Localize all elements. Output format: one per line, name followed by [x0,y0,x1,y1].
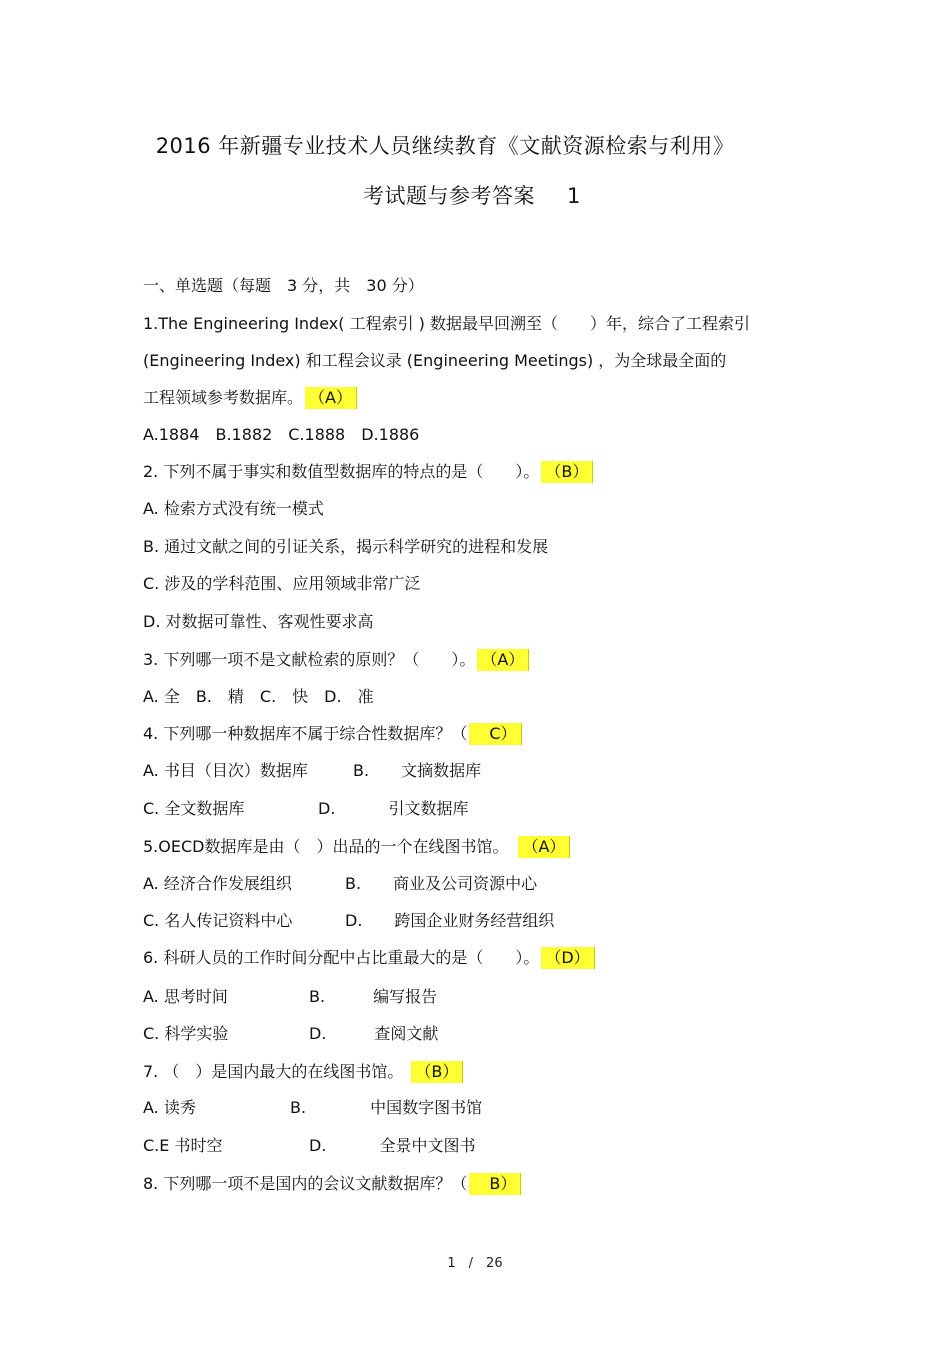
q8-answer-highlight: B） [469,1173,521,1195]
q5-option-d: D. 跨国企业财务经营组织 [345,911,555,930]
q5-answer-highlight: （A） [518,836,570,858]
q4-options-cd [143,798,469,820]
document-title: 2016 年新疆专业技术人员继续教育《文献资源检索与利用》 [155,134,735,158]
q2-option-c: C. 涉及的学科范围、应用领域非常广泛 [143,574,421,593]
q3-options: A. 全 B. 精 C. 快 D. 准 [143,687,374,706]
q7-option-b: B. 中国数字图书馆 [290,1098,483,1117]
q4-answer-highlight: C） [469,723,521,745]
q6-text: 6. 科研人员的工作时间分配中占比重最大的是（ ）。 [143,948,540,967]
q3-answer-highlight: （A） [477,649,529,671]
q4-text: 4. 下列哪一种数据库不属于综合性数据库？（ [143,724,468,743]
q7-text: 7. （ ）是国内最大的在线图书馆。 [143,1062,404,1081]
q6-option-d: D. 查阅文献 [309,1024,439,1043]
q7-options-ab [143,1097,482,1119]
q1-answer-highlight: （A） [305,387,357,409]
q6-options-cd [143,1023,438,1045]
q4-question [143,723,522,745]
page-number: 1 / 26 [447,1256,503,1271]
q1-text-line2: (Engineering Index) 和工程会议录 (Engineering Meetings) ，为全球最全面的 [143,351,727,370]
q6-question [143,947,595,969]
q3-question [143,649,529,671]
q7-option-a: A. 读秀 [143,1098,196,1117]
q6-option-b: B. 编写报告 [309,987,438,1006]
q4-options-ab [143,760,481,782]
q2-question [143,461,593,483]
q2-option-b: B. 通过文献之间的引证关系，揭示科学研究的进程和发展 [143,537,549,556]
subtitle-number: 1 [567,184,581,208]
q5-options-ab [143,873,537,895]
q2-option-d: D. 对数据可靠性、客观性要求高 [143,612,374,631]
q8-text: 8. 下列哪一项不是国内的会议文献数据库？（ [143,1174,468,1193]
q4-option-b: B. 文摘数据库 [353,761,482,780]
q1-text: 工程领域参考数据库。 [143,388,304,407]
q4-option-c: C. 全文数据库 [143,799,245,818]
q7-option-d: D. 全景中文图书 [309,1136,476,1155]
q2-answer-highlight: （B） [541,461,593,483]
q6-option-a: A. 思考时间 [143,987,228,1006]
q3-text: 3. 下列哪一项不是文献检索的原则？（ ）。 [143,650,476,669]
q4-option-d: D. 引文数据库 [318,799,469,818]
q5-option-c: C. 名人传记资料中心 [143,911,293,930]
q1-text-line1: 1.The Engineering Index( 工程索引 ) 数据最早回溯至（ ）年，综合了工程索引 [143,314,750,333]
q5-option-a: A. 经济合作发展组织 [143,874,292,893]
q2-option-a: A. 检索方式没有统一模式 [143,499,324,518]
q5-options-cd [143,910,554,932]
q7-question [143,1061,463,1083]
subtitle-text: 考试题与参考答案 [363,184,535,208]
q7-options-cd [143,1135,476,1157]
q5-text: 5.OECD数据库是由（ ）出品的一个在线图书馆。 [143,837,509,856]
q5-question [143,836,570,858]
q6-answer-highlight: （D） [541,947,594,969]
q7-answer-highlight: （B） [411,1061,463,1083]
q1-text-line3 [143,387,357,409]
document-subtitle [363,180,581,210]
q2-text: 2. 下列不属于事实和数值型数据库的特点的是（ ）。 [143,462,540,481]
section-heading: 一、单选题（每题 3 分，共 30 分） [143,276,424,295]
q6-options-ab [143,986,437,1008]
q6-option-c: C. 科学实验 [143,1024,229,1043]
q1-options: A.1884 B.1882 C.1888 D.1886 [143,425,420,444]
q4-option-a: A. 书目（目次）数据库 [143,761,308,780]
q5-option-b: B. 商业及公司资源中心 [345,874,538,893]
q8-question [143,1173,521,1195]
q7-option-c: C.E 书时空 [143,1136,223,1155]
